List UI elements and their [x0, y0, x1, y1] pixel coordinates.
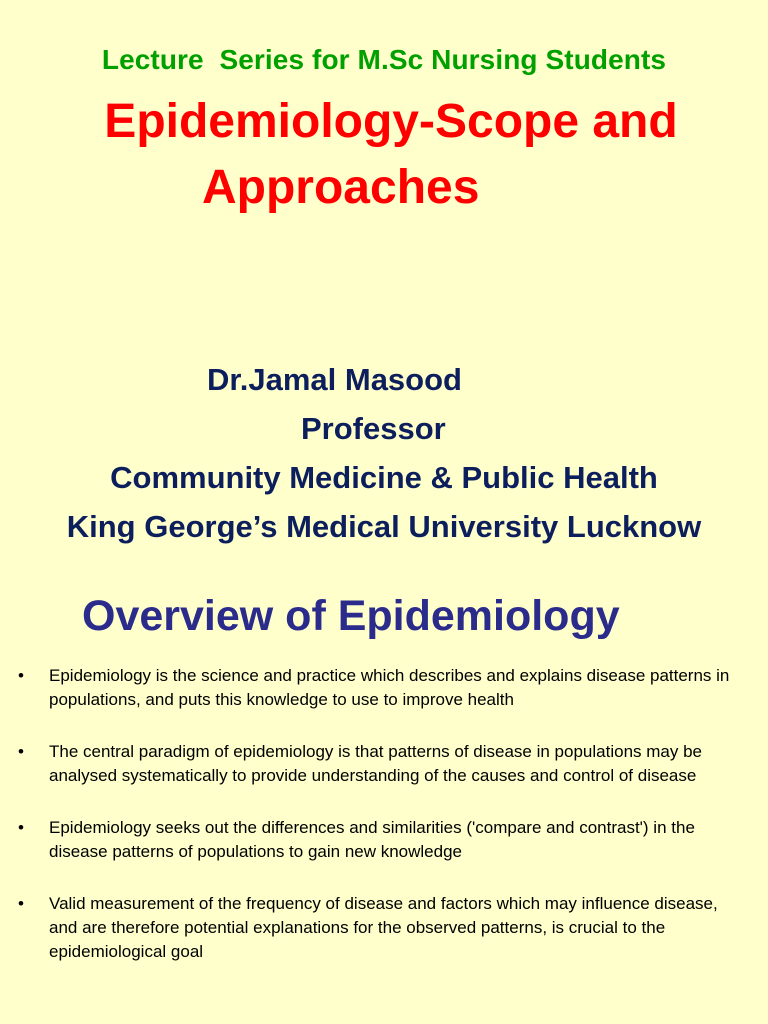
list-item [18, 816, 738, 864]
bullet-icon: • [18, 666, 24, 685]
list-item [18, 664, 738, 712]
lecture-title-line-2: Approaches [202, 161, 480, 214]
bullet-text: Valid measurement of the frequency of disease and factors which may influence disease, and are therefore potential explanations for the observed patterns, is crucial to the epidemiological goal [49, 894, 718, 961]
author-name: Dr.Jamal Masood [207, 362, 462, 397]
overview-slide [0, 570, 768, 1024]
lecture-series-heading: Lecture Series for M.Sc Nursing Students [101, 44, 667, 75]
author-university: King George’s Medical University Lucknow [66, 509, 702, 544]
bullet-icon: • [18, 742, 24, 761]
bullet-icon: • [18, 818, 24, 837]
bullet-text: The central paradigm of epidemiology is that patterns of disease in populations may be analysed systematically to provide understanding of the causes and control of disease [49, 742, 702, 785]
author-department: Community Medicine & Public Health [110, 460, 658, 495]
overview-bullet-list [18, 664, 738, 991]
list-item [18, 892, 738, 964]
list-item [18, 740, 738, 788]
overview-title: Overview of Epidemiology [82, 592, 620, 640]
bullet-text: Epidemiology is the science and practice which describes and explains disease patterns in populations, and puts this knowledge to use to improve health [49, 666, 730, 709]
bullet-icon: • [18, 894, 24, 913]
bullet-text: Epidemiology seeks out the differences and similarities ('compare and contrast') in the disease patterns of populations to gain new knowledge [49, 818, 695, 861]
author-role: Professor [301, 411, 446, 446]
lecture-title-line-1: Epidemiology-Scope and [104, 95, 678, 148]
